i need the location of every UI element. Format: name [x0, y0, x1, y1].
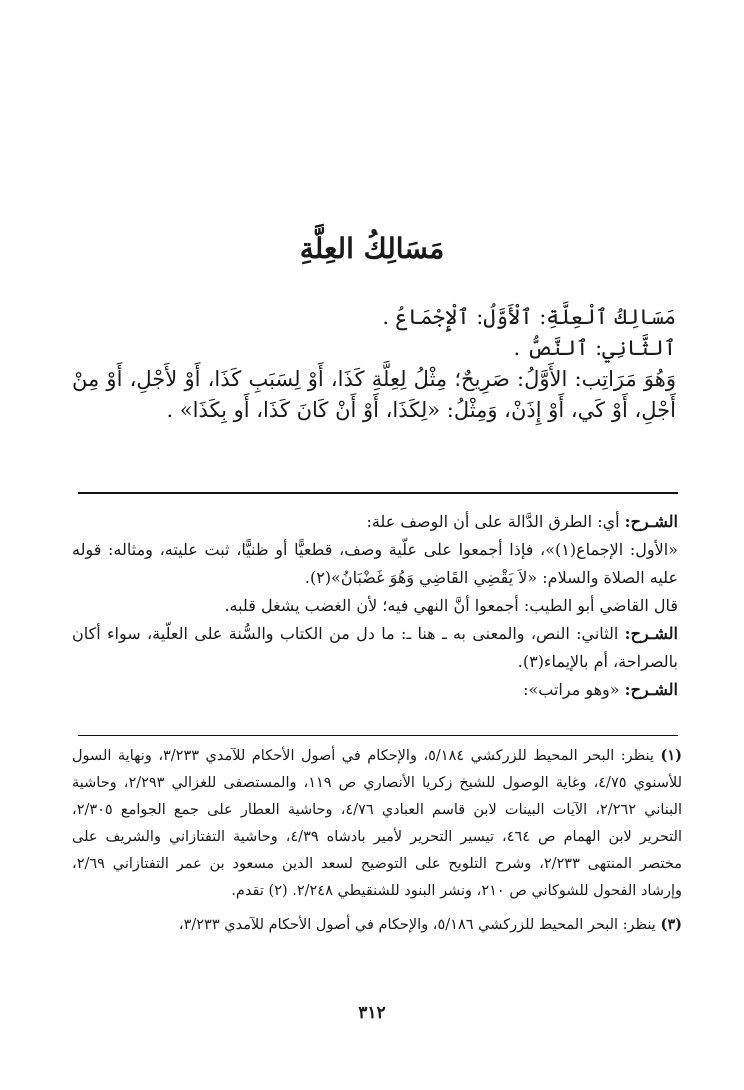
footnote [72, 742, 682, 905]
commentary-paragraph [72, 508, 678, 536]
footnote-number: (٣) [660, 916, 682, 933]
matn-text [72, 302, 676, 426]
footnote-text: ينظر: البحر المحيط للزركشي ٥/١٨٦، والإحكام في أصول الأحكام للآمدي ٣/٢٣٣، [178, 917, 656, 933]
footnote-text: ينظر: البحر المحيط للزركشي ٥/١٨٤، والإحكام في أصول الأحكام للآمدي ٣/٢٣٣، ونهاية السول للأسنوي ٤/٧٥، وغاية الوصول للشيخ زكريا الأنصاري ص ١١٩، والمستصفى للغزالي ٢/٢٩٣، وحاشية البناني ٢/٢٦٢، الآيات البينات لابن قاسم العبادي ٤/٧٦، وحاشية العطار على جمع الجوامع ٢/٣٠٥، التحرير لابن الهمام ص ٤٦٤، تيسير التحرير لأمير بادشاه ٤/٣٩، وحاشية التفتازاني والشريف على مختصر المنتهى ٢/٢٣٣، وشرح التلويح على التوضيح لسعد الدين مسعود بن عمر التفتازاني ٢/٦٩، وإرشاد الفحول للشوكاني ص ٢١٠، ونشر البنود للشنقيطي ٢/٢٤٨. (٢) تقدم. [72, 748, 683, 899]
commentary-text: الثاني: النص، والمعنى به ـ هنا ـ: ما دل من الكتاب والسُّنة على العلّية، سواء أكان بالصراحة، أم بالإيماء(٣). [72, 624, 678, 671]
commentary-label: الشـرح: [624, 624, 678, 643]
matn-line: ٱلثَّانِي: ٱلنَّصُّ . [513, 336, 676, 360]
footnote [72, 911, 682, 939]
section-divider [78, 492, 678, 494]
commentary-paragraph [72, 620, 678, 676]
matn-line: وَهُوَ مَرَاتِب: الأَوَّلُ: صَرِيحٌ؛ مِثْلُ لِعِلَّةِ كَذَا، أَوْ لِسَبَبِ كَذَا، أَوْ لأَجْلِ، أَوْ مِنْ أَجْلِ، أَوْ كَي، أَوْ إِذَنْ، وَمِثْلُ: «لِكَذَا، أَوْ أَنْ كَانَ كَذَا، أَو بِكَذَا» . [72, 367, 676, 422]
page-number: ٣١٢ [358, 1003, 386, 1023]
commentary-text: «الأول: الإجماع(١)»، فإذا أجمعوا على علّية وصف، قطعيًّا أو ظنيًّا، ثبت عليته، ومثاله: قوله عليه الصلاة والسلام: «لاَ يَقْضِي القَاضِي وَهُوَ غَضْبَانُ»(٢). [72, 540, 679, 587]
commentary-paragraph [72, 592, 678, 620]
commentary-text: أي: الطرق الدَّالة على أن الوصف علة: [366, 512, 620, 531]
commentary-label: الشـرح: [624, 512, 678, 531]
commentary-paragraph [72, 676, 678, 704]
footnote-divider [78, 735, 678, 736]
commentary-text: قال القاضي أبو الطيب: أجمعوا أنَّ النهي فيه؛ لأن الغضب يشغل قلبه. [224, 596, 678, 615]
chapter-title: مَسَالِكُ العِلَّةِ [299, 232, 445, 265]
commentary-paragraph [72, 536, 678, 592]
commentary-block [72, 508, 678, 704]
footnote-number: (١) [660, 747, 682, 764]
commentary-label: الشـرح: [624, 680, 678, 699]
commentary-text: «وهو مراتب»: [523, 680, 620, 699]
footnotes [72, 742, 682, 945]
matn-line: مَسَالِكُ ٱلْعِلَّةِ: ٱلْأَوَّلُ: ٱلْإِجْمَاعُ . [382, 305, 676, 329]
